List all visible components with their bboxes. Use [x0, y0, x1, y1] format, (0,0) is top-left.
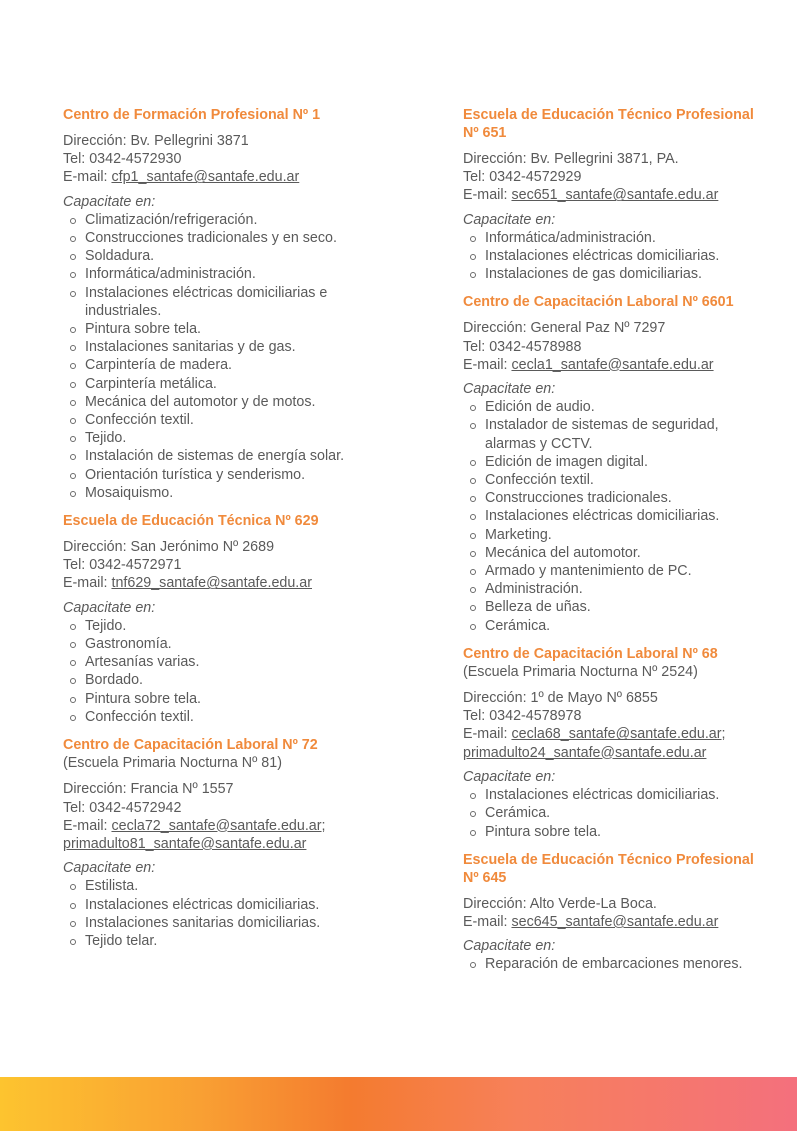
address-line: Dirección: San Jerónimo Nº 2689	[63, 539, 275, 556]
contact-info	[463, 689, 763, 762]
bullet-circle-icon	[70, 236, 76, 242]
email-line	[63, 168, 363, 186]
course-label: Artesanías varias.	[85, 654, 200, 671]
course-item	[463, 544, 763, 562]
contact-info	[63, 132, 363, 187]
course-label: Construcciones tradicionales y en seco.	[85, 230, 337, 247]
course-label: Confección textil.	[85, 412, 194, 429]
email-label: E-mail:	[63, 817, 112, 834]
email-line	[463, 725, 763, 761]
course-item	[463, 598, 763, 616]
institution-subtitle: (Escuela Primaria Nocturna Nº 81)	[63, 755, 282, 772]
course-label: Instalaciones sanitarias y de gas.	[85, 339, 296, 356]
course-item	[63, 914, 363, 932]
address-line: Dirección: Francia Nº 1557	[63, 781, 234, 798]
course-label: Tejido.	[85, 430, 127, 447]
course-item	[463, 471, 763, 489]
institution-title: Centro de Capacitación Laboral Nº 68	[463, 645, 718, 662]
course-label: Instalaciones eléctricas domiciliarias.	[85, 896, 320, 913]
course-item	[63, 653, 363, 671]
phone-line: Tel: 0342-4572942	[63, 799, 182, 816]
course-item	[63, 411, 363, 429]
course-item	[63, 896, 363, 914]
bullet-circle-icon	[70, 454, 76, 460]
email-label: E-mail:	[463, 726, 512, 743]
course-item	[63, 247, 363, 265]
course-label: Carpintería de madera.	[85, 357, 233, 374]
email-line	[463, 186, 763, 204]
course-label: Reparación de embarcaciones menores.	[485, 956, 743, 973]
course-label: Orientación turística y senderismo.	[85, 466, 306, 483]
course-item	[463, 955, 763, 973]
course-item	[63, 320, 363, 338]
course-item	[463, 823, 763, 841]
course-list	[463, 398, 763, 635]
email-line	[63, 574, 363, 592]
right-column	[463, 106, 763, 984]
course-label: Edición de imagen digital.	[485, 453, 648, 470]
bullet-circle-icon	[70, 218, 76, 224]
course-item	[63, 466, 363, 484]
course-item	[63, 671, 363, 689]
courses-label: Capacitate en:	[63, 860, 156, 877]
bullet-circle-icon	[70, 418, 76, 424]
course-label: Instalaciones de gas domiciliarias.	[485, 266, 702, 283]
course-item	[63, 375, 363, 393]
email-link[interactable]: primadulto24_santafe@santafe.edu.ar	[463, 744, 707, 761]
bullet-circle-icon	[70, 491, 76, 497]
course-item	[63, 265, 363, 283]
bullet-circle-icon	[70, 939, 76, 945]
course-item	[63, 932, 363, 950]
bullet-circle-icon	[70, 382, 76, 388]
course-item	[63, 635, 363, 653]
bullet-circle-icon	[70, 291, 76, 297]
bullet-circle-icon	[470, 460, 476, 466]
course-label: Armado y mantenimiento de PC.	[485, 563, 692, 580]
course-label: Informática/administración.	[485, 229, 656, 246]
bullet-circle-icon	[70, 642, 76, 648]
bullet-circle-icon	[70, 345, 76, 351]
course-item	[63, 690, 363, 708]
bullet-circle-icon	[70, 254, 76, 260]
courses-label: Capacitate en:	[463, 381, 556, 398]
course-label: Pintura sobre tela.	[485, 823, 602, 840]
address-line: Dirección: 1º de Mayo Nº 6855	[463, 690, 658, 707]
course-label: Bordado.	[85, 672, 144, 689]
email-separator: ;	[721, 726, 726, 743]
email-link[interactable]: sec651_santafe@santafe.edu.ar	[511, 187, 719, 204]
course-list	[463, 229, 763, 284]
course-item	[63, 447, 363, 465]
course-label: Instalación de sistemas de energía solar.	[85, 448, 345, 465]
bullet-circle-icon	[470, 551, 476, 557]
course-label: Mecánica del automotor y de motos.	[85, 393, 316, 410]
bullet-circle-icon	[470, 830, 476, 836]
email-label: E-mail:	[63, 169, 112, 186]
course-label: Instalaciones eléctricas domiciliarias.	[485, 248, 720, 265]
bullet-circle-icon	[470, 569, 476, 575]
contact-info	[463, 319, 763, 374]
address-line: Dirección: Alto Verde-La Boca.	[463, 895, 657, 912]
footer-gradient-bar	[0, 1077, 797, 1131]
course-label: Marketing.	[485, 526, 552, 543]
course-label: Construcciones tradicionales.	[485, 490, 672, 507]
course-item	[463, 453, 763, 471]
email-link[interactable]: cecla68_santafe@santafe.edu.ar	[511, 726, 722, 743]
course-label: Instalaciones eléctricas domiciliarias e industriales.	[85, 284, 328, 319]
phone-line: Tel: 0342-4572930	[63, 151, 182, 168]
email-label: E-mail:	[63, 575, 112, 592]
bullet-circle-icon	[470, 254, 476, 260]
course-list	[63, 617, 363, 726]
courses-label: Capacitate en:	[63, 193, 156, 210]
address-line: Dirección: Bv. Pellegrini 3871, PA.	[463, 151, 679, 167]
course-label: Cerámica.	[485, 805, 551, 822]
course-item	[463, 489, 763, 507]
course-label: Cerámica.	[485, 617, 551, 634]
bullet-circle-icon	[470, 478, 476, 484]
courses-label: Capacitate en:	[463, 938, 556, 955]
course-item	[463, 562, 763, 580]
course-label: Soldadura.	[85, 248, 155, 265]
contact-info	[63, 538, 363, 593]
course-label: Instalador de sistemas de seguridad, alarmas y CCTV.	[485, 417, 719, 452]
institution-title: Centro de Capacitación Laboral Nº 72	[63, 737, 318, 754]
course-label: Climatización/refrigeración.	[85, 211, 258, 228]
course-label: Instalaciones eléctricas domiciliarias.	[485, 787, 720, 804]
courses-label: Capacitate en:	[63, 599, 156, 616]
bullet-circle-icon	[470, 496, 476, 502]
email-line	[463, 913, 763, 931]
course-list	[463, 786, 763, 841]
bullet-circle-icon	[470, 514, 476, 520]
bullet-circle-icon	[70, 697, 76, 703]
contact-info	[463, 895, 763, 931]
course-item	[463, 617, 763, 635]
course-label: Edición de audio.	[485, 399, 595, 416]
course-label: Pintura sobre tela.	[85, 321, 202, 338]
course-list	[63, 211, 363, 502]
course-label: Administración.	[485, 581, 583, 598]
course-label: Belleza de uñas.	[485, 599, 591, 616]
institution-title: Escuela de Educación Técnica Nº 629	[63, 513, 319, 530]
institution-subtitle: (Escuela Primaria Nocturna Nº 2524)	[463, 663, 698, 680]
course-label: Gastronomía.	[85, 636, 172, 653]
course-item	[63, 617, 363, 635]
course-list	[63, 877, 363, 950]
institution-entry	[463, 106, 763, 283]
bullet-circle-icon	[470, 272, 476, 278]
bullet-circle-icon	[470, 811, 476, 817]
course-item	[463, 526, 763, 544]
course-item	[63, 429, 363, 447]
institution-entry	[63, 512, 363, 726]
institution-entry	[63, 106, 363, 502]
bullet-circle-icon	[470, 587, 476, 593]
course-item	[463, 416, 763, 452]
course-item	[63, 356, 363, 374]
email-label: E-mail:	[463, 187, 512, 204]
address-line: Dirección: Bv. Pellegrini 3871	[63, 133, 249, 149]
bullet-circle-icon	[470, 423, 476, 429]
course-label: Estilista.	[85, 878, 139, 895]
course-list	[463, 955, 763, 973]
course-item	[63, 211, 363, 229]
email-line	[63, 817, 363, 853]
phone-line: Tel: 0342-4578978	[463, 708, 582, 725]
phone-line: Tel: 0342-4572929	[463, 169, 582, 186]
left-column	[63, 106, 363, 960]
phone-line: Tel: 0342-4578988	[463, 338, 582, 355]
email-label: E-mail:	[463, 356, 512, 373]
bullet-circle-icon	[70, 272, 76, 278]
institution-title: Centro de Capacitación Laboral Nº 6601	[463, 294, 734, 311]
course-label: Confección textil.	[485, 472, 594, 489]
course-item	[63, 484, 363, 502]
email-link[interactable]: primadulto81_santafe@santafe.edu.ar	[63, 835, 307, 852]
course-item	[463, 804, 763, 822]
contact-info	[63, 780, 363, 853]
bullet-circle-icon	[70, 363, 76, 369]
bullet-circle-icon	[470, 405, 476, 411]
course-item	[463, 265, 763, 283]
bullet-circle-icon	[70, 624, 76, 630]
course-label: Informática/administración.	[85, 266, 256, 283]
email-link[interactable]: tnf629_santafe@santafe.edu.ar	[111, 575, 312, 592]
email-line	[463, 356, 763, 374]
bullet-circle-icon	[70, 400, 76, 406]
bullet-circle-icon	[70, 921, 76, 927]
course-label: Pintura sobre tela.	[85, 690, 202, 707]
institution-entry	[463, 851, 763, 974]
course-item	[63, 393, 363, 411]
bullet-circle-icon	[70, 660, 76, 666]
institution-title: Escuela de Educación Técnico Profesional Nº 651	[463, 107, 754, 141]
institution-entry	[463, 645, 763, 841]
institution-entry	[63, 736, 363, 950]
bullet-circle-icon	[70, 903, 76, 909]
course-item	[63, 708, 363, 726]
bullet-circle-icon	[70, 436, 76, 442]
course-label: Carpintería metálica.	[85, 375, 217, 392]
email-link[interactable]: cecla72_santafe@santafe.edu.ar	[111, 817, 322, 834]
course-item	[463, 507, 763, 525]
email-link[interactable]: sec645_santafe@santafe.edu.ar	[511, 913, 719, 930]
bullet-circle-icon	[470, 962, 476, 968]
bullet-circle-icon	[470, 793, 476, 799]
course-item	[463, 247, 763, 265]
email-label: E-mail:	[463, 913, 512, 930]
course-label: Instalaciones eléctricas domiciliarias.	[485, 508, 720, 525]
course-item	[463, 398, 763, 416]
email-separator: ;	[321, 817, 326, 834]
course-label: Tejido telar.	[85, 932, 158, 949]
course-label: Mecánica del automotor.	[485, 544, 641, 561]
course-item	[63, 229, 363, 247]
bullet-circle-icon	[70, 678, 76, 684]
bullet-circle-icon	[470, 533, 476, 539]
course-label: Instalaciones sanitarias domiciliarias.	[85, 914, 321, 931]
bullet-circle-icon	[70, 884, 76, 890]
course-item	[63, 284, 363, 320]
bullet-circle-icon	[70, 473, 76, 479]
phone-line: Tel: 0342-4572971	[63, 557, 182, 574]
course-label: Mosaiquismo.	[85, 484, 174, 501]
courses-label: Capacitate en:	[463, 768, 556, 785]
bullet-circle-icon	[470, 236, 476, 242]
bullet-circle-icon	[70, 327, 76, 333]
bullet-circle-icon	[470, 624, 476, 630]
course-item	[463, 229, 763, 247]
bullet-circle-icon	[470, 605, 476, 611]
email-link[interactable]: cecla1_santafe@santafe.edu.ar	[511, 356, 714, 373]
course-item	[63, 877, 363, 895]
email-link[interactable]: cfp1_santafe@santafe.edu.ar	[111, 169, 300, 186]
course-item	[63, 338, 363, 356]
address-line: Dirección: General Paz Nº 7297	[463, 320, 666, 337]
bullet-circle-icon	[70, 715, 76, 721]
institution-title: Centro de Formación Profesional Nº 1	[63, 107, 321, 123]
institution-entry	[463, 293, 763, 634]
courses-label: Capacitate en:	[463, 211, 556, 228]
course-item	[463, 580, 763, 598]
contact-info	[463, 150, 763, 205]
course-item	[463, 786, 763, 804]
institution-title: Escuela de Educación Técnico Profesional Nº 645	[463, 851, 754, 886]
course-label: Confección textil.	[85, 708, 194, 725]
course-label: Tejido.	[85, 617, 127, 634]
